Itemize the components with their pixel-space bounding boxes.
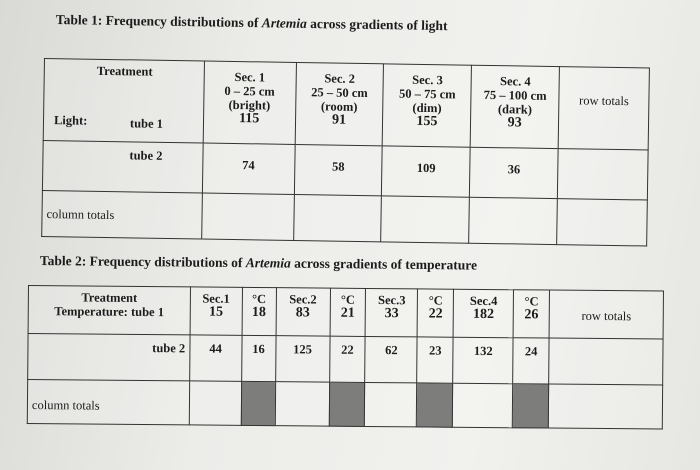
table1-tube2-row [42,140,648,199]
table2-tube2-row [28,334,663,386]
t1-tube1-sec2: 91 [331,112,347,128]
table1-sec4-header [470,65,559,148]
t1-tube2-row-total [557,149,648,200]
sec3-name: Sec. 3 [412,72,443,88]
t2-deg4-label: °C [524,294,539,309]
t2-ct-deg2-shaded [329,382,365,426]
table2-row-totals-label: row totals [581,308,632,324]
t2-tube2-temp2: 22 [329,336,365,382]
t2-tube1-sec1: 15 [208,304,224,320]
t2-tube2-sec4: 132 [453,337,513,384]
table2-tube2-label: tube 2 [152,341,186,356]
t2-tube1-temp3: 22 [428,306,443,322]
t2-tube2-temp3: 23 [417,337,453,383]
t1-tube2-sec1: 74 [202,143,295,194]
sec1-range: 0 – 25 cm [224,83,275,99]
t2-ct-total [548,384,662,429]
table2-title-suffix: across gradients of temperature [290,255,478,273]
t1-tube2-sec4: 36 [470,147,559,198]
t2-ct-deg3-shaded [417,383,453,427]
t2-tube1-sec2: 83 [295,305,310,321]
t2-tube1-temp1: 18 [251,304,266,321]
t2-tube2-row-total [549,338,663,385]
t2-deg1-cell [242,287,276,335]
t2-deg3-cell [417,289,453,337]
table1-tube1-label: tube 1 [129,116,164,131]
t2-deg2-cell [330,288,366,336]
sec3-cond: (dim) [412,100,442,116]
t2-tube2-sec1: 44 [189,335,241,381]
table1-column-totals-cell [42,190,202,239]
table1-row-totals-header [558,67,649,150]
sec1-name: Sec. 1 [234,69,266,85]
table1-treatment-cell [43,59,204,143]
t2-ct-deg4-shaded [513,384,549,428]
table1-sec3-header [383,64,472,147]
table1-header-row [43,59,649,150]
table1-title-suffix: across gradients of light [306,15,448,34]
table2-column-totals-row [27,380,662,430]
t1-tube1-sec1: 115 [238,111,260,127]
t2-tube1-temp2: 21 [340,305,355,321]
table2 [27,285,664,430]
table1-row-totals-label: row totals [579,93,629,109]
table1 [41,58,650,246]
t2-ct-deg1-shaded [241,381,275,425]
table2-treatment-label: Treatment [81,290,138,305]
table1-column-totals-label: column totals [46,207,115,223]
t2-deg3-label: °C [428,293,443,308]
t2-tube2-temp1: 16 [241,335,275,381]
t2-ct-sec2 [275,382,329,426]
t2-ct-sec3 [365,382,417,426]
t1-tube2-sec3: 109 [382,146,471,197]
table2-header-row [28,286,663,340]
sec4-range: 75 – 100 cm [483,87,547,103]
t1-ct-sec2 [293,194,382,241]
t2-sec4-cell [453,289,513,338]
t2-deg1-label: °C [251,291,267,307]
table1-tube2-label: tube 2 [129,148,163,163]
t2-tube2-temp4: 24 [513,338,549,384]
table1-sec2-header [295,62,384,145]
t2-tube1-temp4: 26 [524,307,539,323]
table1-treatment-label: Treatment [96,63,153,79]
sec4-name: Sec. 4 [499,74,531,89]
t2-sec3-label: Sec.3 [378,293,406,308]
table1-light-label: Light: [53,113,88,128]
t2-tube2-sec2: 125 [275,336,329,382]
sec1-cond: (bright) [228,97,271,113]
t1-ct-total [557,199,648,246]
table2-title-italic: Artemia [245,255,291,271]
t2-ct-sec4 [453,383,513,428]
t1-ct-sec4 [469,197,558,244]
t2-sec2-label: Sec.2 [289,292,317,307]
table2-tube2-label-cell [28,334,190,381]
t2-deg2-label: °C [340,292,355,307]
t2-sec3-cell [366,288,418,336]
t2-sec1-cell [190,287,242,335]
table1-column-totals-row [42,190,648,245]
table2-treatment-cell [28,286,190,335]
table2-title-prefix: Table 2: Frequency distributions of [39,253,246,271]
t2-sec2-cell [276,288,330,336]
t2-deg4-cell [513,290,549,338]
table2-column-totals-label: column totals [31,398,100,413]
t1-tube1-sec3: 155 [416,113,438,130]
sec3-range: 50 – 75 cm [398,86,456,102]
t2-tube1-sec3: 33 [384,306,399,322]
table1-title-italic: Artemia [261,15,307,31]
table2-row-totals-header [549,290,663,339]
sec4-cond: (dark) [497,102,533,117]
sec2-cond: (room) [320,99,358,114]
t2-tube2-sec3: 62 [365,336,417,382]
t2-tube1-sec4: 182 [472,306,495,323]
table1-tube2-label-cell [42,140,202,193]
table2-column-totals-cell [27,380,189,425]
sec2-range: 25 – 50 cm [311,85,368,101]
t1-tube2-sec2: 58 [294,144,383,195]
t1-ct-sec3 [381,196,470,243]
sec2-name: Sec. 2 [324,71,356,86]
table2-temp-tube1-label: Temperature: tube 1 [54,304,165,320]
t2-ct-sec1 [189,381,241,425]
table1-sec1-header [203,61,296,144]
t1-ct-sec1 [201,193,294,240]
t2-sec1-label: Sec.1 [202,291,230,306]
t1-tube1-sec4: 93 [507,115,522,131]
table1-title-prefix: Table 1: Frequency distributions of [55,12,262,31]
t2-sec4-label: Sec.4 [469,293,498,309]
